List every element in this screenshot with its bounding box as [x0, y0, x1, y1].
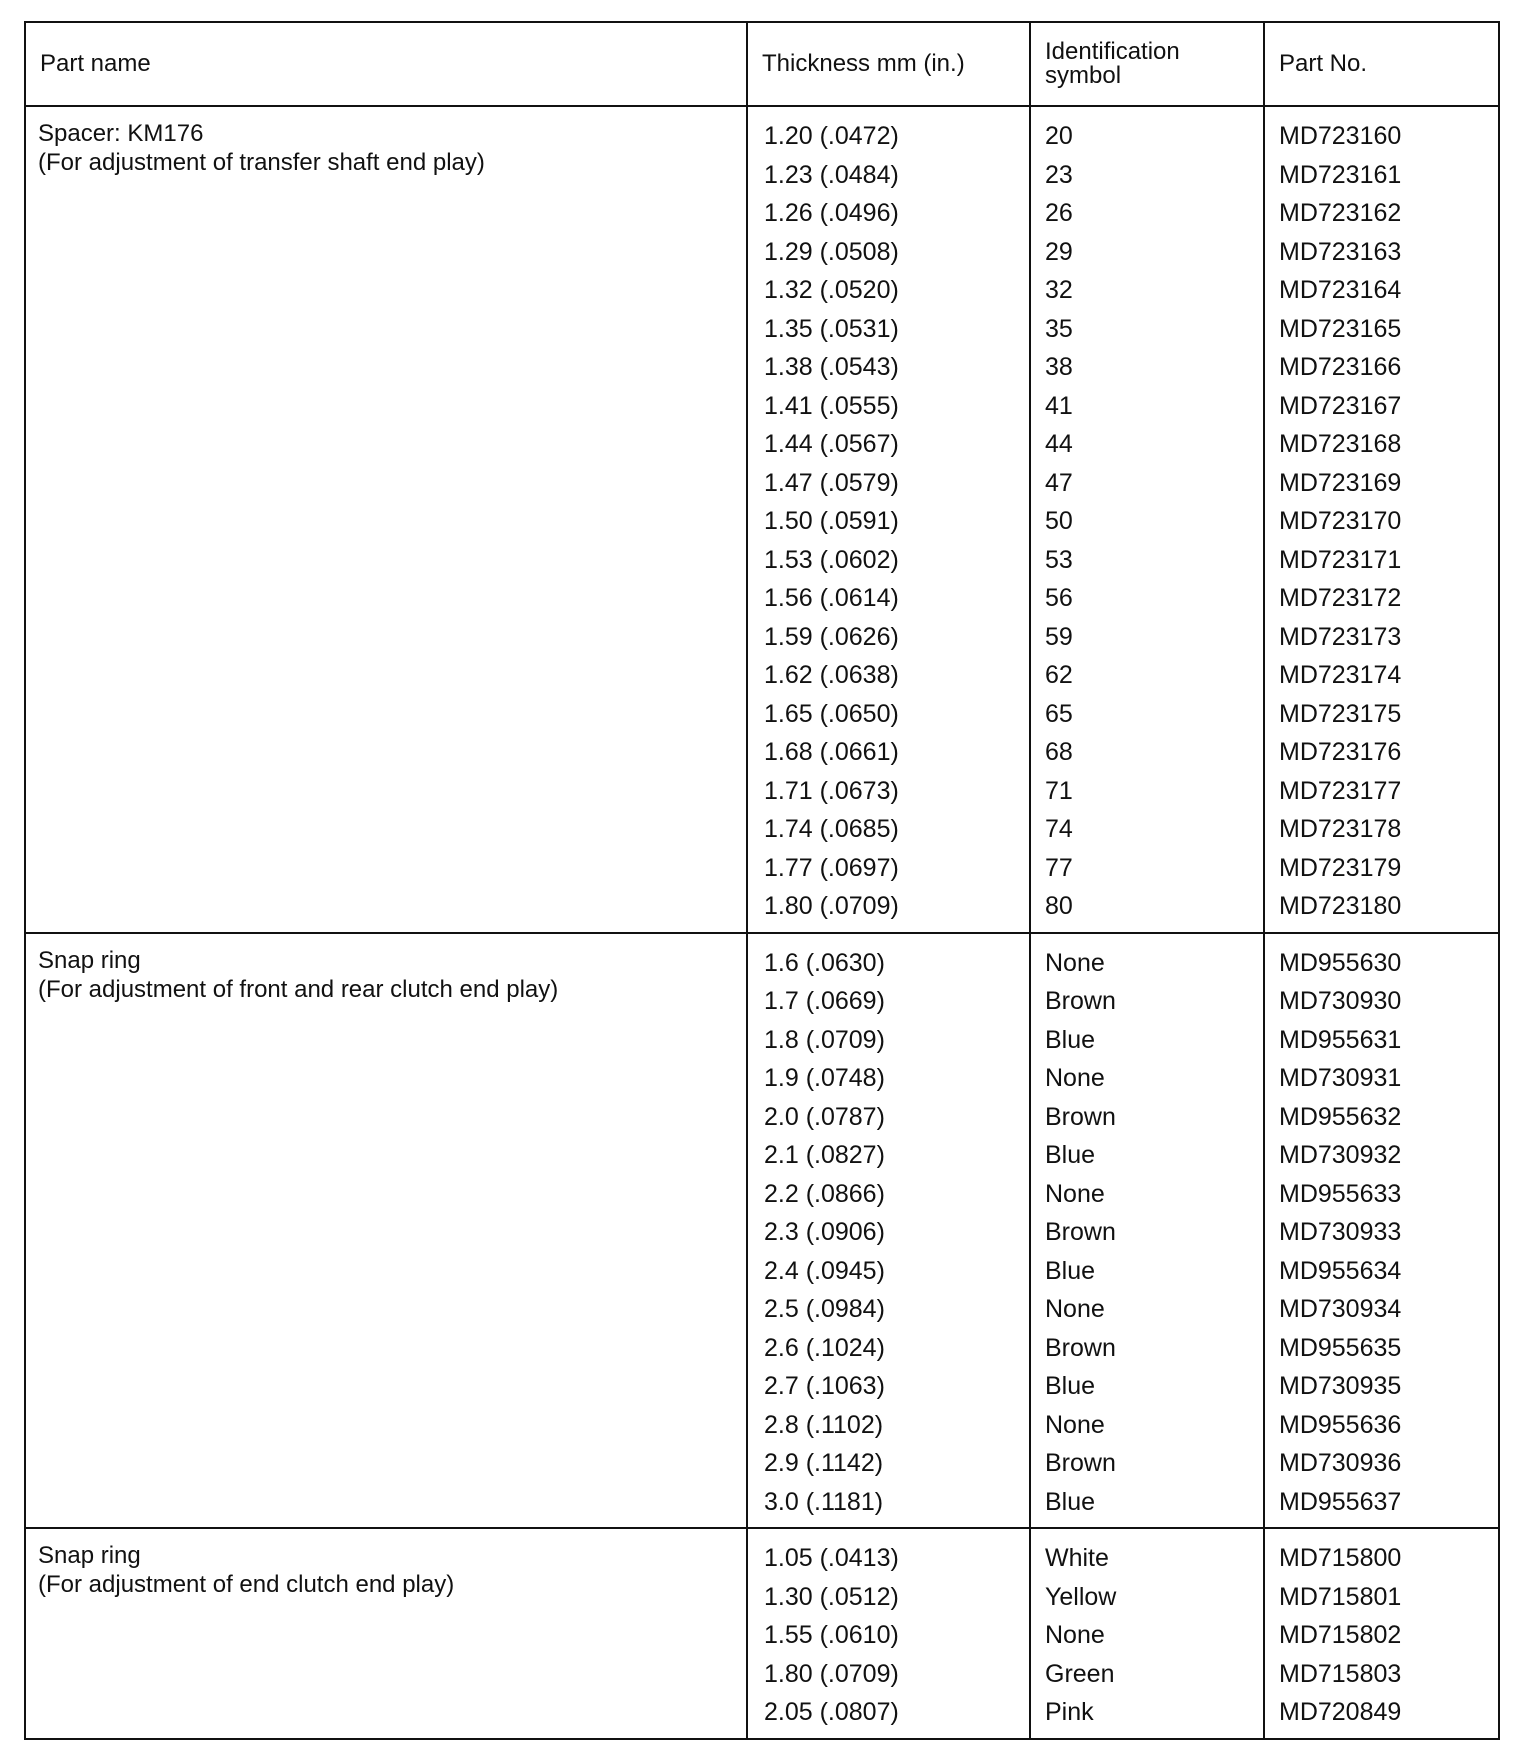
part-number-cell: [1264, 1528, 1498, 1738]
part-purpose: (For adjustment of end clutch end play): [38, 1571, 455, 1598]
thickness-list: [748, 107, 1029, 932]
identification-symbol-value: Blue: [1045, 1372, 1096, 1400]
part-name: Spacer: KM176: [38, 120, 204, 147]
part-name: Snap ring: [38, 946, 141, 974]
identification-symbol-value: 68: [1045, 738, 1073, 766]
thickness-value: 2.6 (.1024): [764, 1333, 885, 1362]
part-purpose: (For adjustment of transfer shaft end play): [38, 149, 485, 176]
table-row: [26, 933, 1498, 1529]
identification-symbol-value: Pink: [1045, 1698, 1094, 1726]
identification-symbol-value: None: [1045, 1295, 1105, 1323]
thickness-value: 1.26 (.0496): [764, 199, 899, 227]
thickness-value: 3.0 (.1181): [764, 1487, 884, 1516]
thickness-value: 1.32 (.0520): [764, 276, 899, 304]
identification-symbol-value: 20: [1045, 122, 1073, 150]
identification-symbol-list: [1031, 934, 1263, 1528]
thickness-value: 1.44 (.0567): [764, 430, 899, 458]
part-name-cell: [26, 106, 747, 933]
part-number-value: MD955630: [1279, 948, 1402, 977]
thickness-value: 2.4 (.0945): [764, 1256, 885, 1285]
thickness-value: 1.7 (.0669): [764, 987, 885, 1015]
part-number-value: MD723173: [1279, 622, 1402, 651]
part-number-list: [1265, 1529, 1498, 1738]
part-name-cell: [26, 1528, 747, 1738]
part-number-value: MD723176: [1279, 738, 1402, 766]
thickness-value: 1.77 (.0697): [764, 853, 899, 882]
part-number-value: MD955637: [1279, 1487, 1402, 1516]
part-number-value: MD723178: [1279, 815, 1402, 843]
thickness-value: 1.41 (.0555): [764, 391, 899, 420]
part-name-text: [26, 107, 746, 177]
identification-symbol-value: 23: [1045, 160, 1073, 189]
identification-symbol-value: Blue: [1045, 1256, 1096, 1285]
thickness-value: 1.23 (.0484): [764, 160, 899, 189]
thickness-cell: [747, 933, 1030, 1529]
part-name-cell: [26, 933, 747, 1529]
identification-symbol-value: Blue: [1045, 1487, 1096, 1516]
table-row: [26, 106, 1498, 933]
identification-symbol-value: 35: [1045, 314, 1073, 343]
identification-symbol-value: Green: [1045, 1659, 1115, 1688]
part-number-value: MD723168: [1279, 430, 1402, 458]
identification-symbol-value: 32: [1045, 276, 1073, 304]
identification-symbol-value: 50: [1045, 507, 1073, 535]
identification-symbol-value: 74: [1045, 815, 1073, 843]
identification-symbol-value: 41: [1045, 391, 1073, 420]
part-number-value: MD723180: [1279, 892, 1402, 920]
thickness-value: 1.62 (.0638): [764, 661, 899, 689]
identification-symbol-value: Brown: [1045, 1102, 1116, 1131]
identification-symbol-value: Brown: [1045, 1218, 1116, 1246]
identification-symbol-value: None: [1045, 1621, 1105, 1649]
thickness-value: 2.3 (.0906): [764, 1218, 885, 1246]
identification-symbol-value: None: [1045, 1179, 1105, 1208]
part-number-list: [1265, 934, 1498, 1528]
identification-symbol-value: None: [1045, 1410, 1105, 1439]
part-number-value: MD723166: [1279, 353, 1402, 381]
part-number-cell: [1264, 106, 1498, 933]
part-number-value: MD723160: [1279, 122, 1402, 150]
thickness-cell: [747, 1528, 1030, 1738]
thickness-cell: [747, 106, 1030, 933]
identification-symbol-list: [1031, 1529, 1263, 1738]
thickness-value: 1.30 (.0512): [764, 1582, 899, 1611]
part-number-value: MD955631: [1279, 1025, 1402, 1054]
thickness-list: [748, 1529, 1029, 1738]
table-header: [26, 23, 1498, 106]
part-number-value: MD955636: [1279, 1410, 1402, 1439]
part-number-value: MD723167: [1279, 391, 1402, 420]
identification-symbol-value: 38: [1045, 353, 1073, 381]
part-number-value: MD723162: [1279, 199, 1402, 227]
thickness-value: 2.5 (.0984): [764, 1295, 885, 1323]
part-purpose: (For adjustment of front and rear clutch end play): [38, 975, 559, 1003]
header-thickness: Thickness mm (in.): [747, 23, 1030, 106]
part-number-value: MD723174: [1279, 661, 1402, 689]
part-name-text: [26, 1529, 746, 1599]
identification-symbol-value: 53: [1045, 545, 1073, 574]
part-name-text: [26, 934, 746, 1004]
thickness-value: 1.80 (.0709): [764, 892, 899, 920]
identification-symbol-value: 80: [1045, 892, 1073, 920]
table-row: [26, 1528, 1498, 1738]
part-number-value: MD723170: [1279, 507, 1402, 535]
thickness-value: 2.05 (.0807): [764, 1698, 899, 1726]
header-identification-symbol: [1030, 23, 1264, 106]
header-identification-line2: symbol: [1045, 62, 1122, 89]
part-number-value: MD723172: [1279, 584, 1402, 612]
thickness-value: 1.9 (.0748): [764, 1064, 885, 1092]
part-number-value: MD730932: [1279, 1141, 1402, 1169]
thickness-value: 1.20 (.0472): [764, 122, 899, 150]
thickness-value: 2.9 (.1142): [764, 1449, 884, 1477]
identification-symbol-value: Yellow: [1045, 1582, 1117, 1611]
identification-symbol-cell: [1030, 933, 1264, 1529]
identification-symbol-value: White: [1045, 1544, 1109, 1572]
identification-symbol-value: 26: [1045, 199, 1073, 227]
identification-symbol-value: 62: [1045, 661, 1073, 689]
thickness-value: 1.47 (.0579): [764, 468, 899, 497]
thickness-value: 1.55 (.0610): [764, 1621, 899, 1649]
header-identification-line1: Identification: [1045, 38, 1180, 65]
thickness-value: 1.53 (.0602): [764, 545, 899, 574]
thickness-value: 1.50 (.0591): [764, 507, 899, 535]
header-part-name: Part name: [26, 23, 747, 106]
thickness-value: 1.74 (.0685): [764, 815, 899, 843]
identification-symbol-value: 44: [1045, 430, 1073, 458]
part-number-value: MD730936: [1279, 1449, 1402, 1477]
part-number-list: [1265, 107, 1498, 932]
identification-symbol-value: Blue: [1045, 1025, 1096, 1054]
thickness-value: 2.1 (.0827): [764, 1141, 885, 1169]
part-number-value: MD730935: [1279, 1372, 1402, 1400]
identification-symbol-value: 59: [1045, 622, 1073, 651]
part-name: Snap ring: [38, 1542, 141, 1569]
identification-symbol-value: Brown: [1045, 1449, 1116, 1477]
part-number-value: MD723175: [1279, 699, 1402, 728]
part-number-value: MD730933: [1279, 1218, 1402, 1246]
part-number-value: MD730930: [1279, 987, 1402, 1015]
thickness-value: 1.80 (.0709): [764, 1659, 899, 1688]
part-number-value: MD955635: [1279, 1333, 1402, 1362]
part-number-value: MD715803: [1279, 1659, 1402, 1688]
thickness-value: 1.29 (.0508): [764, 237, 899, 266]
thickness-value: 2.8 (.1102): [764, 1410, 884, 1439]
part-number-value: MD723163: [1279, 237, 1402, 266]
part-number-value: MD723165: [1279, 314, 1402, 343]
part-number-value: MD715802: [1279, 1621, 1402, 1649]
parts-table-frame: [24, 21, 1500, 1740]
part-number-value: MD723177: [1279, 776, 1402, 805]
identification-symbol-list: [1031, 107, 1263, 932]
parts-table: [26, 23, 1498, 1738]
part-number-value: MD723179: [1279, 853, 1402, 882]
identification-symbol-cell: [1030, 106, 1264, 933]
thickness-value: 1.68 (.0661): [764, 738, 899, 766]
identification-symbol-value: Brown: [1045, 1333, 1116, 1362]
identification-symbol-value: 56: [1045, 584, 1073, 612]
part-number-value: MD720849: [1279, 1698, 1402, 1726]
thickness-list: [748, 934, 1029, 1528]
part-number-value: MD715800: [1279, 1544, 1402, 1572]
identification-symbol-value: Brown: [1045, 987, 1116, 1015]
identification-symbol-value: 71: [1045, 776, 1073, 805]
part-number-cell: [1264, 933, 1498, 1529]
part-number-value: MD723169: [1279, 468, 1402, 497]
thickness-value: 1.65 (.0650): [764, 699, 899, 728]
header-part-no: Part No.: [1264, 23, 1498, 106]
table-body: [26, 106, 1498, 1738]
part-number-value: MD715801: [1279, 1582, 1402, 1611]
thickness-value: 1.6 (.0630): [764, 948, 885, 977]
part-number-value: MD723164: [1279, 276, 1402, 304]
part-number-value: MD730931: [1279, 1064, 1402, 1092]
identification-symbol-cell: [1030, 1528, 1264, 1738]
thickness-value: 2.2 (.0866): [764, 1179, 885, 1208]
identification-symbol-value: 29: [1045, 237, 1073, 266]
thickness-value: 1.38 (.0543): [764, 353, 899, 381]
thickness-value: 2.0 (.0787): [764, 1102, 885, 1131]
thickness-value: 1.05 (.0413): [764, 1544, 899, 1572]
identification-symbol-value: None: [1045, 948, 1105, 977]
thickness-value: 1.8 (.0709): [764, 1025, 885, 1054]
part-number-value: MD955634: [1279, 1256, 1402, 1285]
identification-symbol-value: None: [1045, 1064, 1105, 1092]
thickness-value: 1.56 (.0614): [764, 584, 899, 612]
thickness-value: 1.35 (.0531): [764, 314, 899, 343]
part-number-value: MD723161: [1279, 160, 1402, 189]
part-number-value: MD723171: [1279, 545, 1402, 574]
thickness-value: 2.7 (.1063): [764, 1372, 885, 1400]
identification-symbol-value: 77: [1045, 853, 1073, 882]
identification-symbol-value: 47: [1045, 468, 1073, 497]
identification-symbol-value: 65: [1045, 699, 1073, 728]
part-number-value: MD955632: [1279, 1102, 1402, 1131]
thickness-value: 1.71 (.0673): [764, 776, 899, 805]
part-number-value: MD730934: [1279, 1295, 1402, 1323]
thickness-value: 1.59 (.0626): [764, 622, 899, 651]
identification-symbol-value: Blue: [1045, 1141, 1096, 1169]
part-number-value: MD955633: [1279, 1179, 1402, 1208]
